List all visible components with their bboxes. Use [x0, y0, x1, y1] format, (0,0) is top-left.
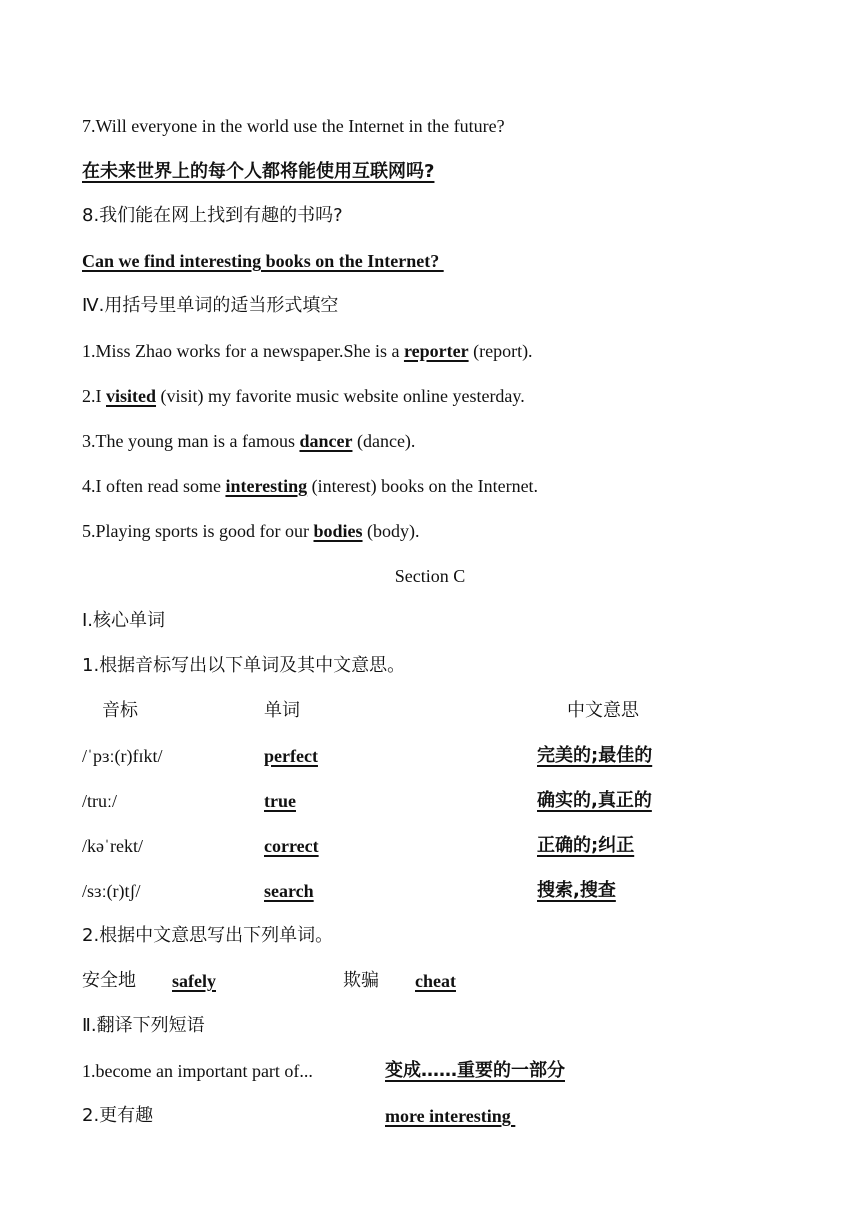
table-header-word: 单词 — [264, 700, 300, 721]
word-cell: correct — [264, 836, 319, 856]
fill-item-suffix: (dance). — [352, 431, 416, 451]
fill-item-answer: bodies — [313, 521, 363, 541]
fill-item-suffix: (interest) books on the Internet. — [307, 476, 539, 496]
fill-item-suffix: (visit) my favorite music website online yesterday. — [156, 386, 525, 406]
fill-item-1 — [82, 339, 533, 363]
meaning-cell: 完美的;最佳的 — [537, 745, 653, 766]
fill-item-prefix: 3.The young man is a famous — [82, 431, 300, 451]
meaning-cell: 确实的,真正的 — [537, 790, 652, 811]
phrase-prompt: 2.更有趣 — [82, 1105, 154, 1126]
fill-item-3 — [82, 429, 415, 453]
question-8-answer — [82, 249, 444, 273]
subsection-2-heading: 2.根据中文意思写出下列单词。 — [82, 925, 334, 946]
section-c-title: Section C — [394, 566, 466, 586]
question-7-answer — [82, 159, 434, 184]
phonetic-cell: /sɜː(r)tʃ/ — [82, 881, 141, 901]
fill-item-answer: visited — [106, 386, 157, 406]
phonetic-cell: /truː/ — [82, 791, 117, 811]
answer-text: 在未来世界上的每个人都将能使用互联网吗? — [82, 161, 435, 182]
chinese-prompt: 安全地 — [82, 970, 136, 991]
phonetic-cell: /ˈpɜː(r)fɪkt/ — [82, 746, 163, 766]
meaning-cell: 搜索,搜查 — [537, 880, 616, 901]
part-4-heading: Ⅳ.用括号里单词的适当形式填空 — [82, 295, 339, 316]
table-header-phonetic: 音标 — [102, 700, 138, 721]
fill-item-4 — [82, 474, 538, 498]
fill-item-suffix: (body). — [362, 521, 420, 541]
table-header-meaning: 中文意思 — [567, 700, 639, 721]
phrase-answer: more interesting — [385, 1106, 516, 1126]
fill-item-prefix: 2.I — [82, 386, 106, 406]
fill-item-prefix: 4.I often read some — [82, 476, 226, 496]
meaning-cell: 正确的;纠正 — [537, 835, 635, 856]
word-cell: perfect — [264, 746, 318, 766]
phrase-prompt: 1.become an important part of... — [82, 1061, 313, 1081]
fill-item-answer: interesting — [225, 476, 308, 496]
question-8: 8.我们能在网上找到有趣的书吗? — [82, 205, 343, 226]
word-answer: safely — [172, 971, 216, 991]
fill-item-5 — [82, 519, 420, 543]
fill-item-answer: dancer — [299, 431, 353, 451]
part-2-heading: Ⅱ.翻译下列短语 — [82, 1015, 205, 1036]
word-cell: search — [264, 881, 314, 901]
fill-item-prefix: 5.Playing sports is good for our — [82, 521, 314, 541]
fill-item-answer: reporter — [403, 341, 469, 361]
fill-item-suffix: (report). — [468, 341, 533, 361]
word-answer: cheat — [415, 971, 456, 991]
subsection-1-heading: 1.根据音标写出以下单词及其中文意思。 — [82, 655, 406, 676]
phrase-answer: 变成……重要的一部分 — [385, 1060, 565, 1081]
chinese-prompt: 欺骗 — [343, 970, 379, 991]
question-7: 7.Will everyone in the world use the Internet in the future? — [82, 116, 505, 136]
part-1-heading: Ⅰ.核心单词 — [82, 610, 166, 631]
fill-item-2 — [82, 384, 525, 408]
fill-item-prefix: 1.Miss Zhao works for a newspaper.She is a — [82, 341, 404, 361]
phonetic-cell: /kəˈrekt/ — [82, 836, 143, 856]
answer-text: Can we find interesting books on the Internet? — [82, 251, 444, 271]
word-cell: true — [264, 791, 296, 811]
